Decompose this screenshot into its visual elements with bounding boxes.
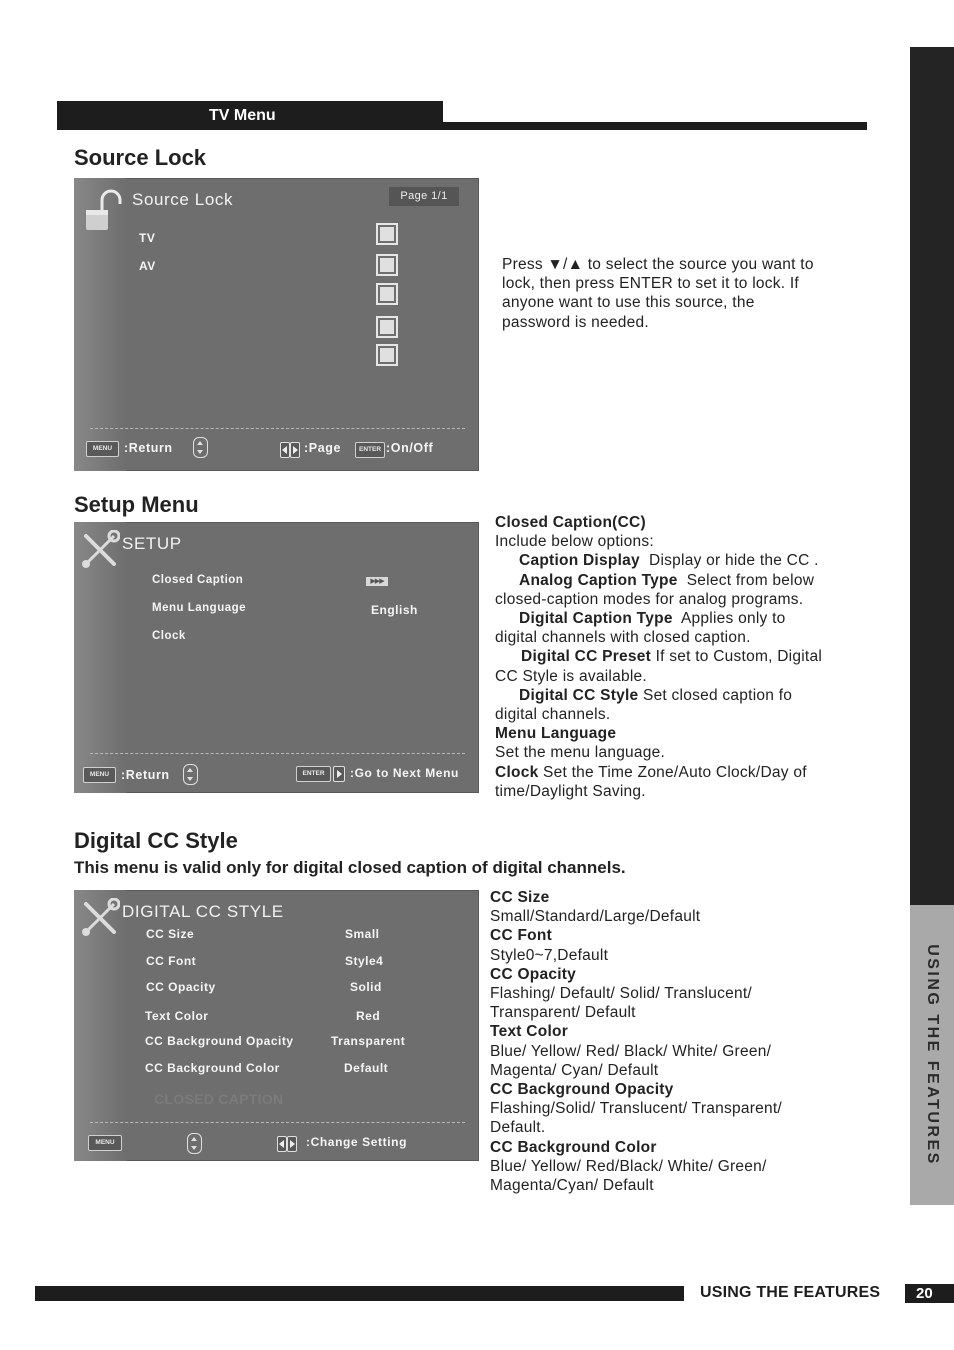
panel-title: DIGITAL CC STYLE bbox=[122, 902, 284, 921]
source-item-av[interactable]: AV bbox=[139, 259, 156, 273]
divider bbox=[90, 428, 465, 429]
cc-setting-label[interactable]: CC Background Opacity bbox=[145, 1034, 294, 1048]
digital-cc-panel bbox=[74, 890, 479, 1161]
desc-line: Magenta/Cyan/ Default bbox=[490, 1177, 654, 1195]
desc-line: Flashing/Solid/ Translucent/ Transparent/ bbox=[490, 1100, 782, 1118]
lock-checkbox[interactable] bbox=[376, 316, 398, 338]
return-hint: :Return bbox=[124, 441, 173, 455]
lock-checkbox[interactable] bbox=[376, 223, 398, 245]
desc-line: Include below options: bbox=[495, 533, 654, 551]
tools-icon bbox=[80, 530, 120, 570]
menu-language-value: English bbox=[371, 603, 418, 617]
desc-line: Blue/ Yellow/ Red/ Black/ White/ Green/ bbox=[490, 1042, 772, 1060]
enter-key-icon: ENTER bbox=[296, 766, 331, 782]
panel-title: Source Lock bbox=[132, 190, 234, 209]
desc-line: Set the menu language. bbox=[495, 744, 666, 762]
menu-key-icon: MENU bbox=[86, 441, 119, 457]
side-band-dark bbox=[910, 47, 954, 905]
desc-line: Magenta/ Cyan/ Default bbox=[490, 1061, 659, 1079]
setup-panel bbox=[74, 522, 479, 793]
cc-setting-value: Small bbox=[345, 927, 380, 941]
desc-line: digital channels with closed caption. bbox=[495, 629, 751, 647]
source-lock-description bbox=[502, 255, 814, 332]
source-lock-panel bbox=[74, 178, 479, 471]
term: CC Background Color bbox=[490, 1138, 657, 1156]
desc-line: Small/Standard/Large/Default bbox=[490, 908, 701, 926]
submenu-arrow-icon: ▶▶▶ bbox=[366, 577, 388, 586]
desc-line: digital channels. bbox=[495, 706, 611, 724]
divider bbox=[90, 753, 465, 754]
page-badge: Page 1/1 bbox=[389, 187, 459, 206]
header-tab-label: TV Menu bbox=[209, 107, 276, 124]
term: CC Font bbox=[490, 927, 553, 945]
page-hint: :Page bbox=[304, 441, 342, 455]
footer-section-label: USING THE FEATURES bbox=[700, 1284, 881, 1301]
term: Clock bbox=[495, 763, 539, 781]
divider bbox=[90, 1122, 465, 1123]
menu-key-icon: MENU bbox=[88, 1135, 122, 1151]
term: CC Background Opacity bbox=[490, 1081, 674, 1099]
desc-line: Set closed caption fo bbox=[638, 686, 793, 704]
term: Menu Language bbox=[495, 725, 617, 743]
desc-line: Blue/ Yellow/ Red/Black/ White/ Green/ bbox=[490, 1157, 767, 1175]
term: Caption Display bbox=[519, 552, 640, 570]
onoff-hint: :On/Off bbox=[386, 441, 434, 455]
header-tab bbox=[57, 101, 443, 130]
left-right-icon bbox=[277, 1136, 297, 1150]
page-number-badge bbox=[905, 1284, 954, 1303]
setup-menu-description bbox=[495, 513, 822, 801]
side-section-label: USING THE FEATURES bbox=[924, 944, 941, 1166]
term: Closed Caption(CC) bbox=[495, 514, 646, 531]
desc-line: Default. bbox=[490, 1119, 546, 1137]
source-lock-heading: Source Lock bbox=[74, 145, 207, 170]
setup-menu-heading: Setup Menu bbox=[74, 492, 199, 517]
desc-line: Set the Time Zone/Auto Clock/Day of bbox=[538, 763, 807, 781]
cc-setting-label[interactable]: Text Color bbox=[145, 1009, 209, 1023]
cc-setting-label[interactable]: CC Background Color bbox=[145, 1061, 280, 1075]
desc-line: Display or hide the CC . bbox=[639, 552, 819, 570]
tools-icon bbox=[80, 898, 120, 938]
term: Digital CC Preset bbox=[521, 648, 652, 666]
page-number: 20 bbox=[916, 1285, 933, 1302]
desc-line: lock, then press ENTER to set it to lock. If bbox=[502, 275, 799, 293]
padlock-icon bbox=[82, 188, 124, 232]
change-setting-hint: :Change Setting bbox=[306, 1135, 407, 1149]
term: Analog Caption Type bbox=[519, 571, 678, 589]
cc-setting-value: Red bbox=[356, 1009, 381, 1023]
source-item-tv[interactable]: TV bbox=[139, 231, 156, 245]
desc-line: Transparent/ Default bbox=[490, 1004, 636, 1022]
term: Text Color bbox=[490, 1023, 568, 1041]
desc-line: CC Style is available. bbox=[495, 667, 647, 685]
desc-line: anyone want to use this source, the bbox=[502, 294, 755, 312]
desc-line: Style0~7,Default bbox=[490, 946, 609, 964]
caption-preview: CLOSED CAPTION bbox=[154, 1091, 284, 1107]
desc-line: Press ▼/▲ to select the source you want to bbox=[502, 256, 814, 273]
term: Digital CC Style bbox=[519, 686, 639, 704]
desc-line: If set to Custom, Digital bbox=[651, 648, 823, 666]
cc-setting-label[interactable]: CC Opacity bbox=[146, 980, 216, 994]
desc-line: Flashing/ Default/ Solid/ Translucent/ bbox=[490, 985, 752, 1003]
right-arrow-icon bbox=[333, 766, 345, 782]
cc-setting-value: Solid bbox=[350, 980, 382, 994]
left-right-icon bbox=[280, 442, 300, 456]
next-menu-hint: :Go to Next Menu bbox=[350, 766, 459, 780]
cc-setting-value: Default bbox=[344, 1061, 389, 1075]
digital-cc-heading: Digital CC Style bbox=[74, 828, 238, 853]
desc-line: Applies only to bbox=[672, 610, 786, 628]
term: CC Size bbox=[490, 889, 550, 906]
cc-setting-value: Transparent bbox=[331, 1034, 406, 1048]
cc-setting-label[interactable]: CC Size bbox=[146, 927, 195, 941]
desc-line: time/Daylight Saving. bbox=[495, 782, 646, 800]
digital-cc-description bbox=[490, 888, 782, 1195]
cc-setting-label[interactable]: CC Font bbox=[146, 954, 197, 968]
panel-title: SETUP bbox=[122, 534, 182, 553]
term: Digital Caption Type bbox=[519, 610, 673, 628]
up-down-icon bbox=[193, 437, 208, 458]
lock-checkbox[interactable] bbox=[376, 344, 398, 366]
up-down-icon bbox=[183, 764, 198, 785]
return-hint: :Return bbox=[121, 768, 170, 782]
footer-rule bbox=[35, 1286, 684, 1301]
desc-line: closed-caption modes for analog programs. bbox=[495, 590, 804, 608]
term: CC Opacity bbox=[490, 965, 577, 983]
menu-item-menu-language[interactable]: Menu Language bbox=[152, 602, 247, 614]
desc-line: Select from below bbox=[677, 571, 815, 589]
enter-key-icon: ENTER bbox=[355, 442, 385, 458]
menu-key-icon: MENU bbox=[83, 767, 116, 783]
cc-setting-value: Style4 bbox=[345, 954, 384, 968]
up-down-icon bbox=[187, 1133, 202, 1154]
desc-line: password is needed. bbox=[502, 313, 649, 331]
lock-checkbox[interactable] bbox=[376, 283, 398, 305]
digital-cc-subheading: This menu is valid only for digital closed caption of digital channels. bbox=[74, 858, 626, 877]
lock-checkbox[interactable] bbox=[376, 254, 398, 276]
menu-item-closed-caption[interactable]: Closed Caption bbox=[152, 574, 244, 586]
menu-item-clock[interactable]: Clock bbox=[152, 630, 186, 642]
